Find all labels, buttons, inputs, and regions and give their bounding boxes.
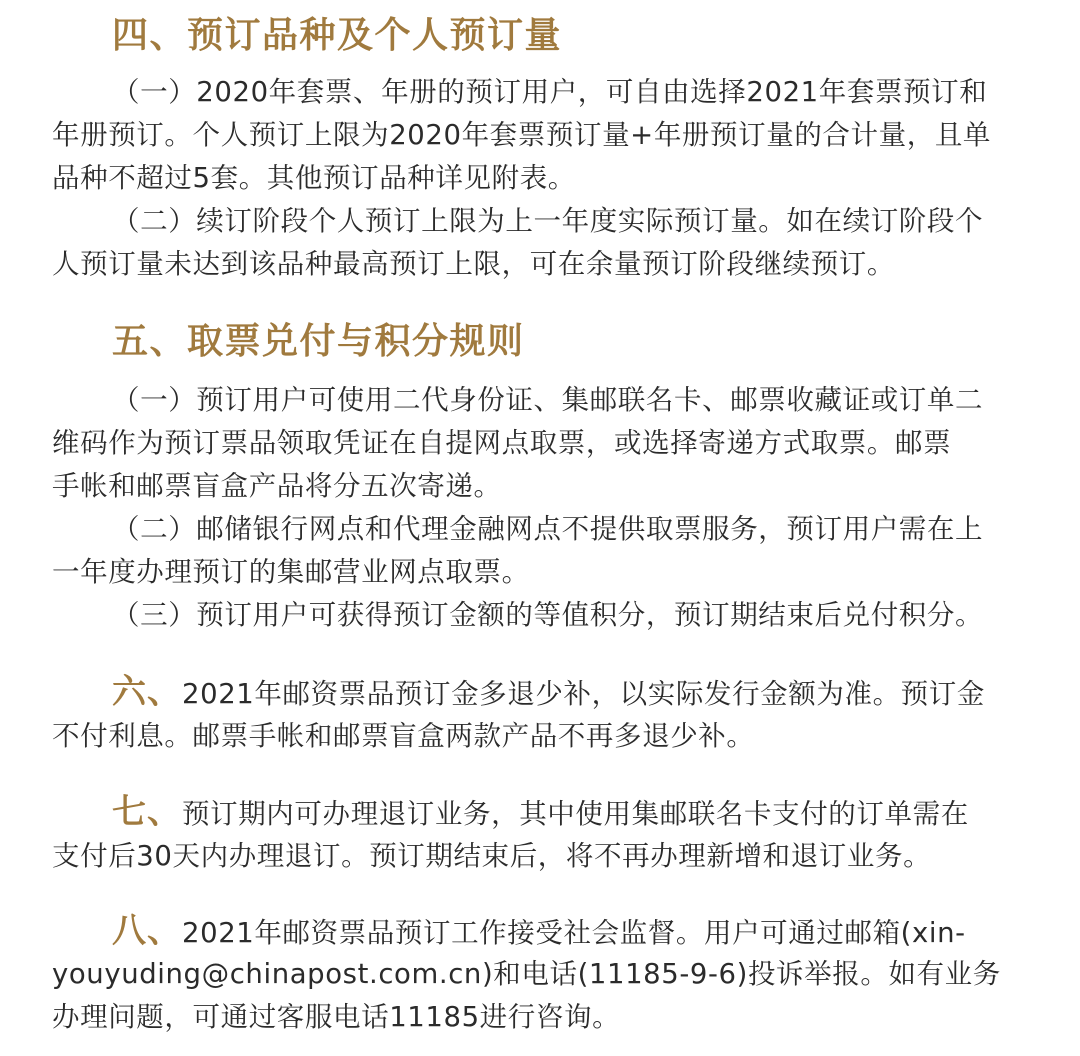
section-5-p2-line-2: 一年度办理预订的集邮营业网点取票。 <box>52 556 530 588</box>
section-5-p1-line-3: 手帐和邮票盲盒产品将分五次寄递。 <box>52 470 502 502</box>
section-7-line-2: 支付后30天内办理退订。预订期结束后，将不再办理新增和退订业务。 <box>52 840 932 872</box>
section-8-line-2: youyuding@chinapost.com.cn)和电话(11185-9-6)投诉举报。如有业务 <box>52 958 1001 990</box>
section-4-p1-line-2: 年册预订。个人预订上限为2020年套票预订量+年册预订量的合计量，且单 <box>52 119 992 151</box>
section-7-text-1: 预订期内可办理退订业务，其中使用集邮联名卡支付的订单需在 <box>182 798 969 830</box>
section-6-text-1: 2021年邮资票品预订金多退少补，以实际发行金额为准。预订金 <box>182 678 985 710</box>
section-5-p2-line-1: （二）邮储银行网点和代理金融网点不提供取票服务，预订用户需在上 <box>112 513 984 545</box>
section-8-line-3: 办理问题，可通过客服电话11185进行咨询。 <box>52 1001 621 1033</box>
section-6-line-1 <box>112 672 985 714</box>
section-8-number: 八、 <box>112 911 182 951</box>
section-7-number: 七、 <box>112 792 182 832</box>
section-4-p1-line-1: （一）2020年套票、年册的预订用户，可自由选择2021年套票预订和 <box>112 76 988 108</box>
section-6-number: 六、 <box>112 672 182 712</box>
section-8-text-1: 2021年邮资票品预订工作接受社会监督。用户可通过邮箱(xin- <box>182 917 966 949</box>
section-5-heading: 五、取票兑付与积分规则 <box>112 321 525 362</box>
section-5-p3-line-1: （三）预订用户可获得预订金额的等值积分，预订期结束后兑付积分。 <box>112 599 984 631</box>
section-5-p1-line-1: （一）预订用户可使用二代身份证、集邮联名卡、邮票收藏证或订单二 <box>112 384 984 416</box>
section-7-line-1 <box>112 792 969 834</box>
section-4-p2-line-2: 人预订量未达到该品种最高预订上限，可在余量预订阶段继续预订。 <box>52 248 895 280</box>
section-5-p1-line-2: 维码作为预订票品领取凭证在自提网点取票，或选择寄递方式取票。邮票 <box>52 427 952 459</box>
section-8-line-1 <box>112 911 966 953</box>
section-4-heading: 四、预订品种及个人预订量 <box>112 15 563 56</box>
section-6-line-2: 不付利息。邮票手帐和邮票盲盒两款产品不再多退少补。 <box>52 720 755 752</box>
section-4-p1-line-3: 品种不超过5套。其他预订品种详见附表。 <box>52 162 576 194</box>
section-4-p2-line-1: （二）续订阶段个人预订上限为上一年度实际预订量。如在续订阶段个 <box>112 205 984 237</box>
